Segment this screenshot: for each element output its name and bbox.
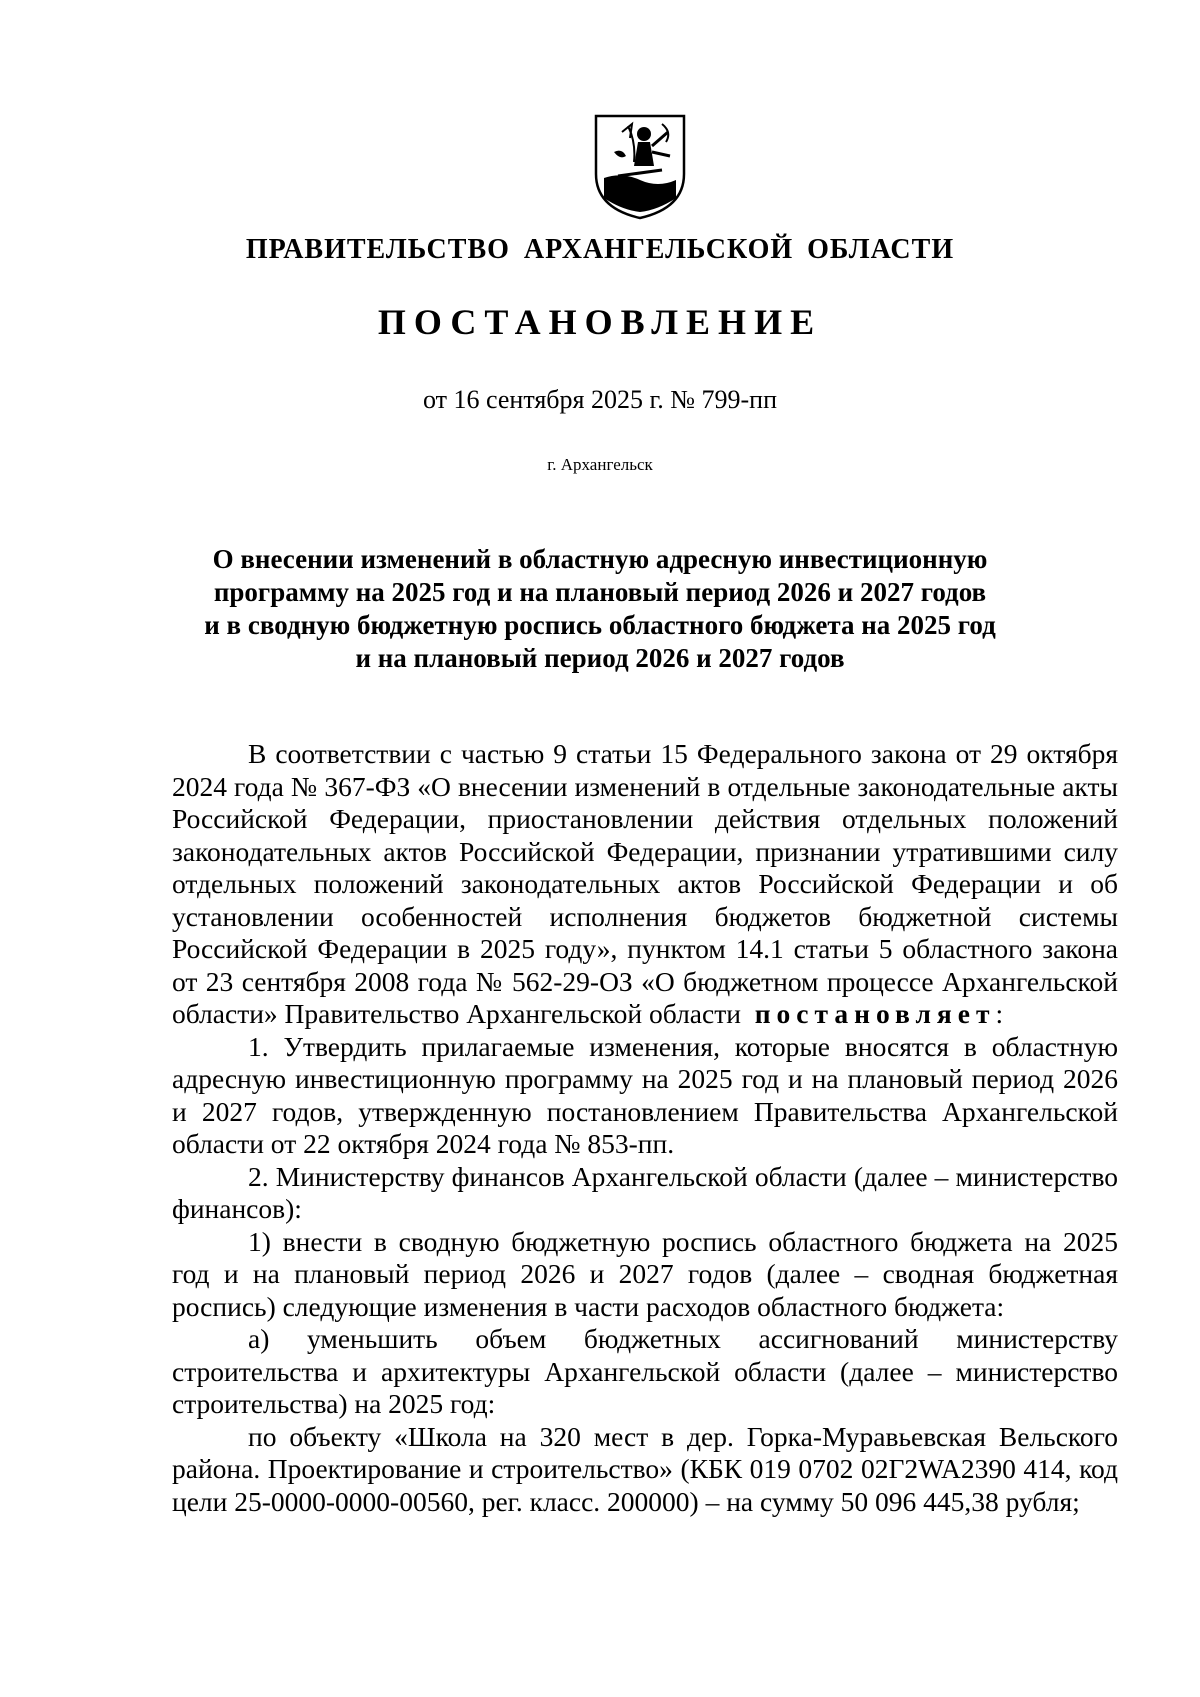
subparagraph-a: а) уменьшить объем бюджетных ассигнований министерству строительства и архитектуры Архангельской области (далее – министерство строительства) на 2025 год:: [172, 1323, 1118, 1419]
document-city: г. Архангельск: [547, 455, 653, 474]
subject-line: О внесении изменений в областную адресную инвестиционную: [212, 544, 988, 574]
subject-line: программу на 2025 год и на плановый период 2026 и 2027 годов: [213, 577, 987, 607]
coat-of-arms-icon: [592, 112, 688, 222]
document-subject: [150, 543, 1050, 675]
subject-line: и на плановый период 2026 и 2027 годов: [355, 643, 845, 673]
subparagraph-1: 1) внести в сводную бюджетную роспись областного бюджета на 2025 год и на плановый период 2026 и 2027 годов (далее – сводная бюджетная роспись) следующие изменения в части расходов областного бюджета:: [172, 1225, 1118, 1322]
subject-line: и в сводную бюджетную роспись областного бюджета на 2025 год: [204, 610, 996, 640]
object-item: по объекту «Школа на 320 мест в дер. Горка-Муравьевская Вельского района. Проектирование и строительство» (КБК 019 0702 02Г2WA2390 414, код цели 25-0000-0000-00560, рег. класс. 200000) – на сумму 50 096 445,38 рубля;: [172, 1420, 1118, 1517]
preamble-paragraph: [172, 738, 1118, 1031]
decree-colon: :: [995, 998, 1004, 1029]
document-body: [172, 738, 1118, 1518]
paragraph-1: 1. Утвердить прилагаемые изменения, которые вносятся в областную адресную инвестиционную программу на 2025 год и на плановый период 2026 и 2027 годов, утвержденную постановлением Правительства Архангельской области от 22 октября 2024 года № 853-пп.: [172, 1030, 1118, 1159]
government-title: ПРАВИТЕЛЬСТВО АРХАНГЕЛЬСКОЙ ОБЛАСТИ: [245, 234, 955, 265]
preamble-text: В соответствии с частью 9 статьи 15 Федерального закона от 29 октября 2024 года № 367-ФЗ «О внесении изменений в отдельные законодательные акты Российской Федерации, приостановлении действия отдельных положений законодательных актов Российской Федерации, признании утратившими силу отдельных положений законодательных актов Российской Федерации и об установлении особенностей исполнения бюджетов бюджетной системы Российской Федерации в 2025 году», пунктом 14.1 статьи 5 областного закона от 23 сентября 2008 года № 562-29-ОЗ «О бюджетном процессе Архангельской области» Правительство Архангельской области: [172, 738, 1118, 1029]
document-date-number: от 16 сентября 2025 г. № 799-пп: [422, 385, 778, 414]
document-type: ПОСТАНОВЛЕНИЕ: [377, 302, 823, 342]
paragraph-2: 2. Министерству финансов Архангельской области (далее – министерство финансов):: [172, 1160, 1118, 1224]
decree-word: постановляет: [754, 998, 996, 1029]
